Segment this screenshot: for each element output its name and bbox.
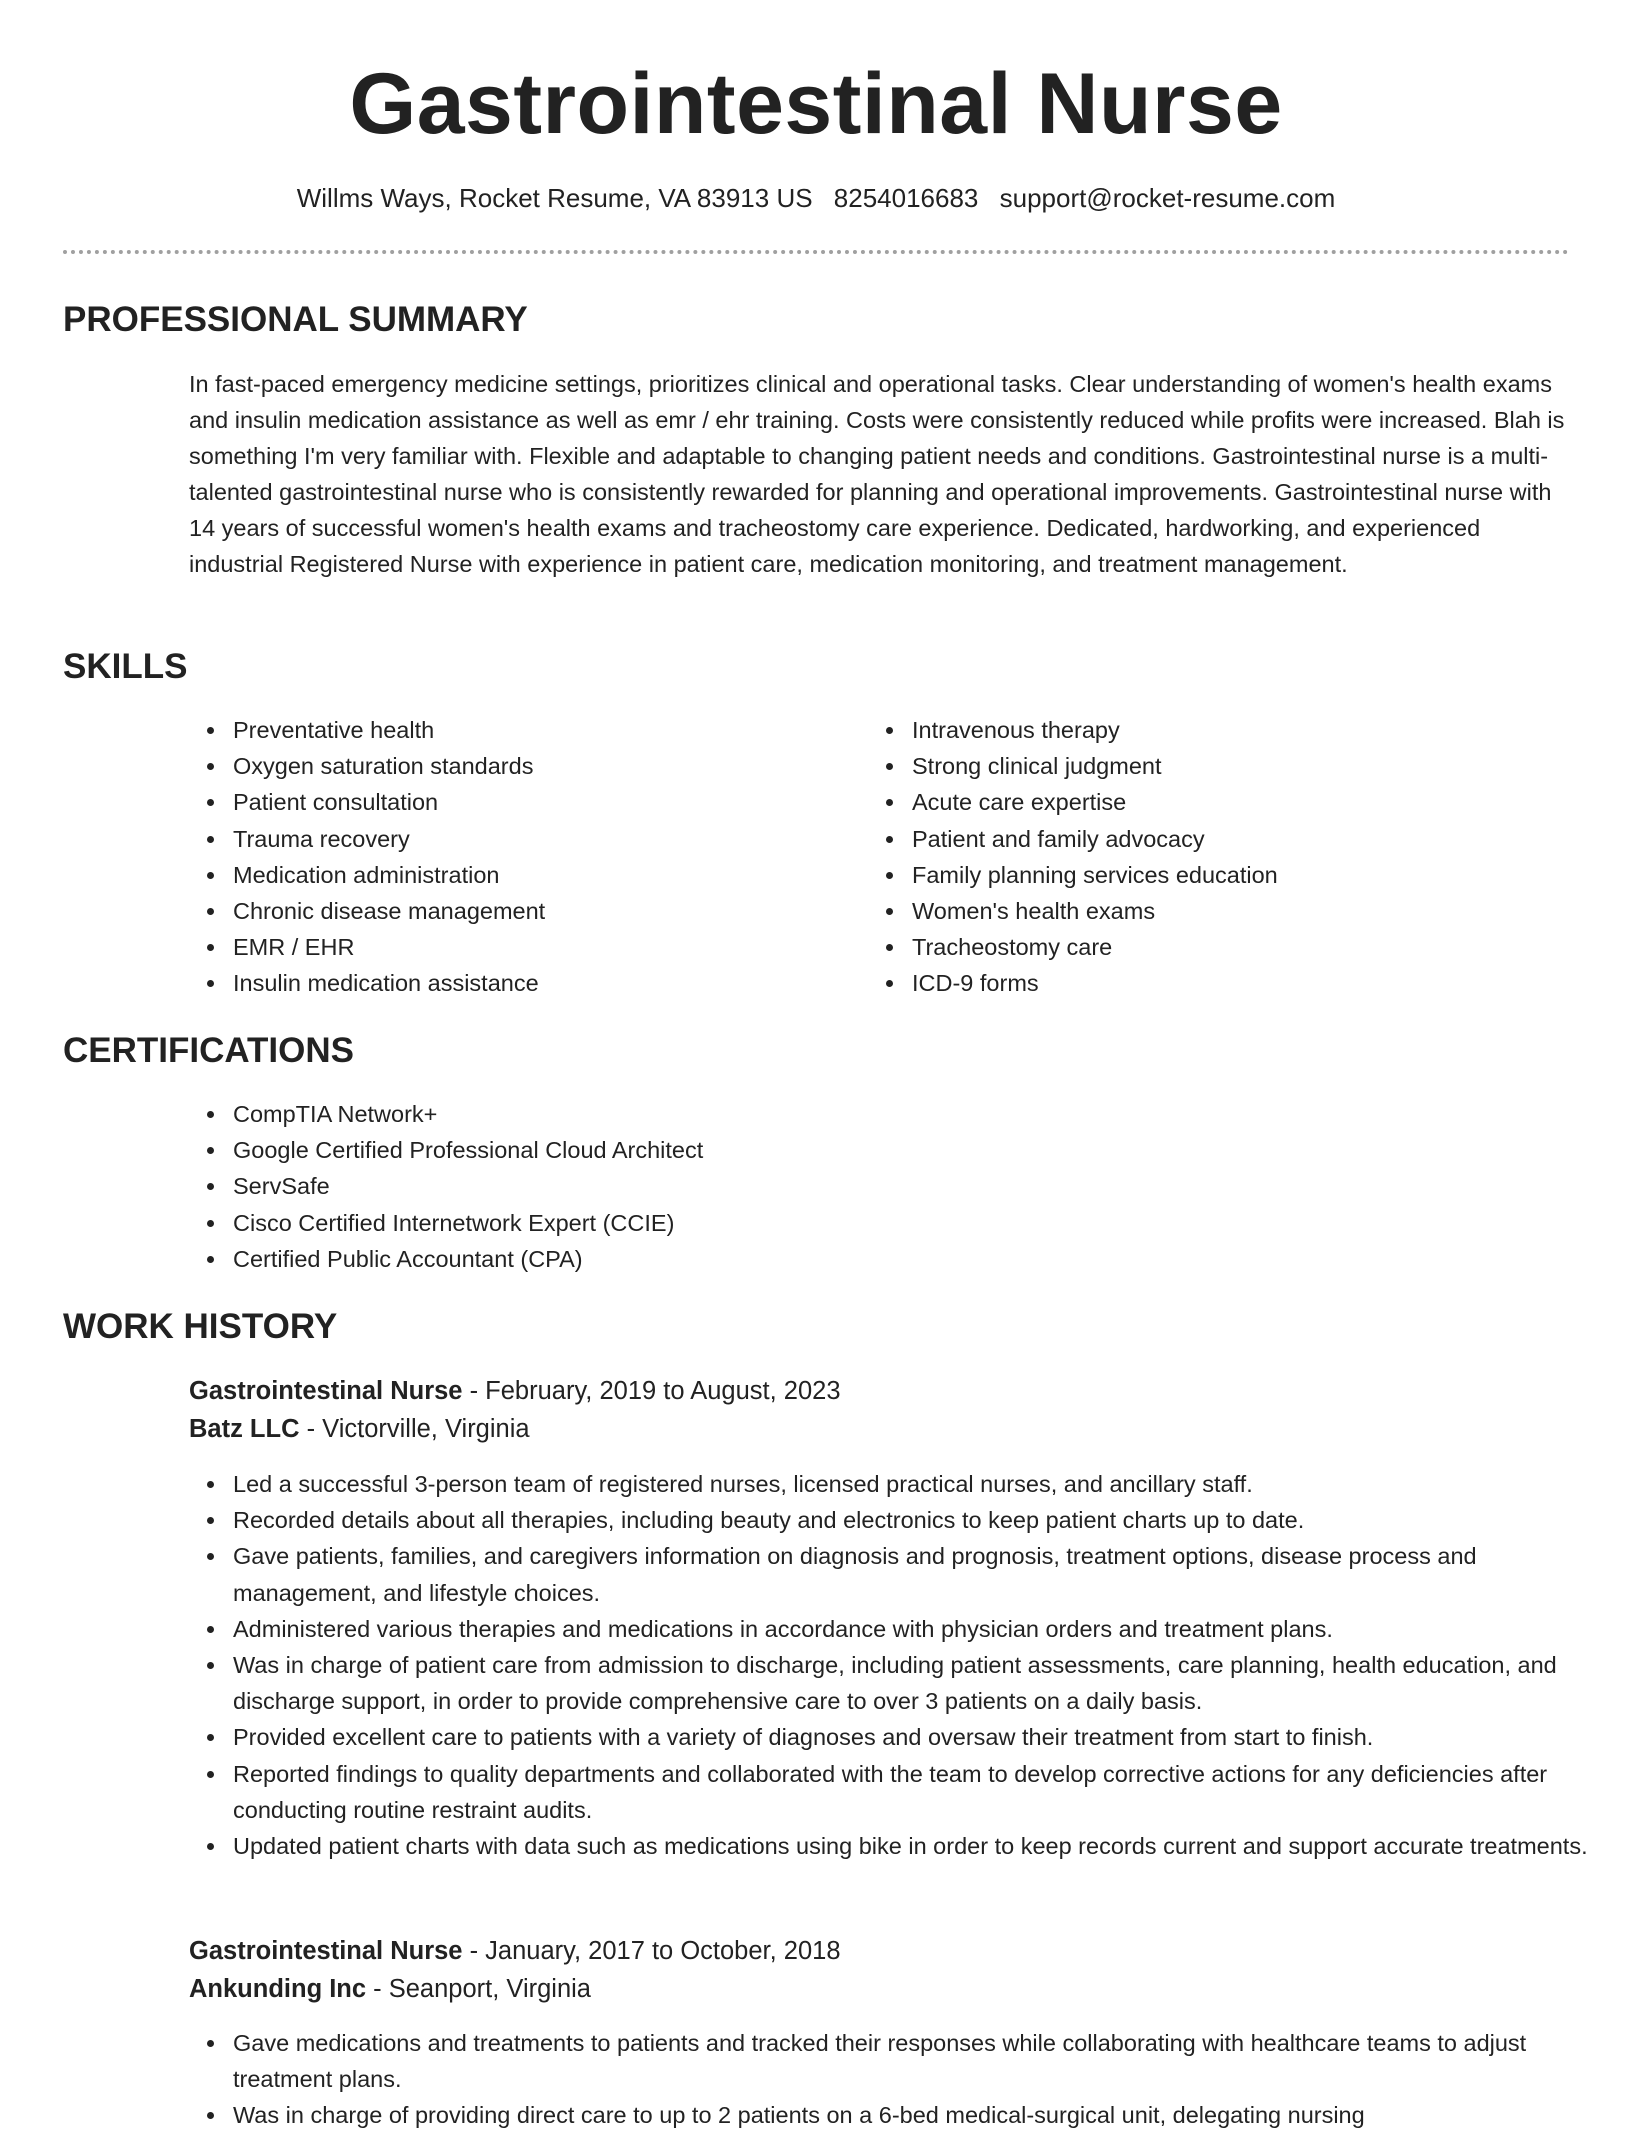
list-item: Gave medications and treatments to patients and tracked their responses while collaborating with healthcare teams to adjust treatment plans. xyxy=(233,2025,1613,2097)
job-title-line xyxy=(189,1932,841,1970)
list-item: Tracheostomy care xyxy=(912,929,1562,965)
job-bullets xyxy=(189,1466,1613,1864)
list-item: ICD-9 forms xyxy=(912,965,1562,1001)
skills-list-right xyxy=(868,712,1562,1002)
contact-phone: 8254016683 xyxy=(833,183,979,213)
certifications-heading: CERTIFICATIONS xyxy=(63,1031,355,1070)
job-company-line xyxy=(189,1410,530,1448)
job-bullets xyxy=(189,2025,1613,2134)
list-item: Certified Public Accountant (CPA) xyxy=(233,1241,1533,1277)
skills-heading: SKILLS xyxy=(63,647,188,686)
list-item: Insulin medication assistance xyxy=(233,965,833,1001)
job-dates: - January, 2017 to October, 2018 xyxy=(462,1937,841,1965)
list-item: Was in charge of providing direct care to up to 2 patients on a 6-bed medical-surgical unit, delegating nursing xyxy=(233,2097,1613,2133)
header-divider xyxy=(63,250,1569,254)
job-company: Batz LLC xyxy=(189,1415,300,1443)
list-item: Medication administration xyxy=(233,857,833,893)
list-item: Gave patients, families, and caregivers information on diagnosis and prognosis, treatment options, disease process and management, and lifestyle choices. xyxy=(233,1538,1613,1610)
summary-text: In fast-paced emergency medicine settings, prioritizes clinical and operational tasks. Clear understanding of women's health exams and insulin medication assistance as well as emr / ehr training. Costs were consistently reduced while profits were increased. Blah is something I'm very familiar with. Flexible and adaptable to changing patient needs and conditions. Gastrointestinal nurse is a multi-talented gastrointestinal nurse who is consistently rewarded for planning and operational improvements. Gastrointestinal nurse with 14 years of successful women's health exams and tracheostomy care experience. Dedicated, hardworking, and experienced industrial Registered Nurse with experience in patient care, medication monitoring, and treatment management. xyxy=(189,371,1565,577)
job-location: - Seanport, Virginia xyxy=(366,1975,591,2003)
list-item: Recorded details about all therapies, including beauty and electronics to keep patient charts up to date. xyxy=(233,1502,1613,1538)
list-item: CompTIA Network+ xyxy=(233,1096,1533,1132)
list-item: Provided excellent care to patients with a variety of diagnoses and oversaw their treatment from start to finish. xyxy=(233,1719,1613,1755)
job-company-line xyxy=(189,1970,591,2008)
work-history-heading: WORK HISTORY xyxy=(63,1307,338,1346)
job-location: - Victorville, Virginia xyxy=(299,1415,530,1443)
job-role: Gastrointestinal Nurse xyxy=(189,1377,463,1405)
list-item: Strong clinical judgment xyxy=(912,748,1562,784)
list-item: Was in charge of patient care from admission to discharge, including patient assessments, care planning, health education, and discharge support, in order to provide comprehensive care to over 3 patients on a daily basis. xyxy=(233,1647,1613,1719)
list-item: Trauma recovery xyxy=(233,821,833,857)
list-item: Patient and family advocacy xyxy=(912,821,1562,857)
list-item: Intravenous therapy xyxy=(912,712,1562,748)
list-item: Reported findings to quality departments and collaborated with the team to develop corrective actions for any deficiencies after conducting routine restraint audits. xyxy=(233,1756,1613,1828)
list-item: Acute care expertise xyxy=(912,784,1562,820)
list-item: Oxygen saturation standards xyxy=(233,748,833,784)
contact-email: support@rocket-resume.com xyxy=(999,183,1336,213)
summary-heading: PROFESSIONAL SUMMARY xyxy=(63,300,528,339)
list-item: Google Certified Professional Cloud Architect xyxy=(233,1132,1533,1168)
list-item: Cisco Certified Internetwork Expert (CCIE) xyxy=(233,1205,1533,1241)
contact-address: Willms Ways, Rocket Resume, VA 83913 US xyxy=(296,183,813,213)
certifications-list xyxy=(189,1096,1533,1277)
list-item: EMR / EHR xyxy=(233,929,833,965)
job-company: Ankunding Inc xyxy=(189,1975,367,2003)
job-title-line xyxy=(189,1372,841,1410)
list-item: Preventative health xyxy=(233,712,833,748)
list-item: Women's health exams xyxy=(912,893,1562,929)
list-item: ServSafe xyxy=(233,1168,1533,1204)
list-item: Updated patient charts with data such as medications using bike in order to keep records current and support accurate treatments. xyxy=(233,1828,1613,1864)
resume-name: Gastrointestinal Nurse xyxy=(349,56,1283,152)
skills-list-left xyxy=(189,712,833,1002)
list-item: Chronic disease management xyxy=(233,893,833,929)
list-item: Patient consultation xyxy=(233,784,833,820)
job-role: Gastrointestinal Nurse xyxy=(189,1937,463,1965)
contact-line xyxy=(0,181,1632,215)
job-dates: - February, 2019 to August, 2023 xyxy=(462,1377,841,1405)
list-item: Led a successful 3-person team of registered nurses, licensed practical nurses, and ancillary staff. xyxy=(233,1466,1613,1502)
list-item: Family planning services education xyxy=(912,857,1562,893)
list-item: Administered various therapies and medications in accordance with physician orders and treatment plans. xyxy=(233,1611,1613,1647)
